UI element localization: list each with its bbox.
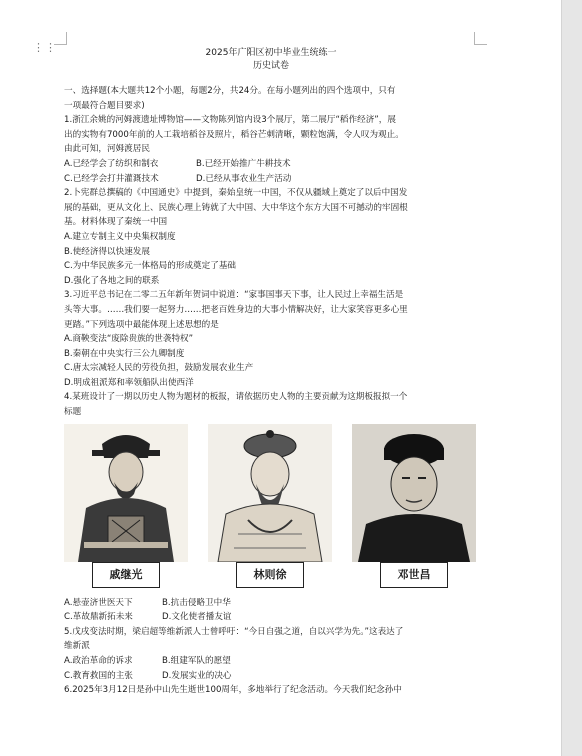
section-heading: 一、选择题(本大题共12个小题，每题2分，共24分。在每小题列出的四个选项中，只有: [64, 86, 396, 96]
q2-stem-2: 展的基础，更从文化上、民族心理上铸就了大中国、大中华这个东方大国不可撼动的牢固根: [64, 202, 408, 213]
q3-option-d: D.明成祖派郑和率领船队出使西洋: [64, 377, 194, 388]
q3-stem-2: 头等大事。……我们要一起努力……把老百姓身边的大事小情解决好，让大家笑容更多心里: [64, 304, 408, 315]
q1-option-a: A.已经学会了纺织和制衣: [64, 158, 159, 169]
q1-stem-2: 出的实物有7000年前的人工栽培稻谷及照片，稻谷芒刺清晰，颗粒饱满，令人叹为观止。: [64, 129, 404, 140]
lin-zexu-portrait-image: [208, 424, 332, 562]
q5-option-d: D.发展实业的决心: [162, 670, 232, 681]
q3-option-c: C.唐太宗减轻人民的劳役负担，鼓励发展农业生产: [64, 363, 254, 374]
q5-option-b: B.组建军队的愿望: [162, 656, 231, 667]
q5-stem-1: 5.戊戌变法时期，梁启超等维新派人士曾呼吁：“今日自强之道，自以兴学为先。”这表达了: [64, 626, 404, 637]
vertical-scrollbar[interactable]: [561, 0, 582, 756]
q3-stem-1: 3.习近平总书记在二零二五年新年贺词中说道：“家事国事天下事，让人民过上幸福生活是: [64, 290, 404, 301]
q3-option-b: B.秦朝在中央实行三公九卿制度: [64, 348, 185, 359]
qi-jiguang-portrait-image: [64, 424, 188, 562]
q1-options-row-2: [64, 172, 478, 187]
q1-options-row-1: [64, 157, 478, 172]
q2-option-a: A.建立专制主义中央集权制度: [64, 231, 176, 242]
figure-deng-shichang: [352, 424, 476, 592]
page-title: 2025年广阳区初中毕业生统练一: [205, 48, 337, 58]
q6-stem-1: 6.2025年3月12日是孙中山先生逝世100周年，多地举行了纪念活动。今天我们纪念孙中: [64, 685, 402, 696]
q1-stem-3: 由此可知，河姆渡居民: [64, 144, 150, 155]
q5-options-row-2: [64, 669, 478, 684]
q2-stem-1: 2.卜宪群总撰稿的《中国通史》中提到，秦始皇统一中国，不仅从疆域上奠定了以后中国发: [64, 188, 408, 199]
q4-option-c: C.革故鼎新拓未来: [64, 612, 133, 623]
crop-mark-top-left: [54, 32, 67, 45]
drag-handle-icon[interactable]: ⋮⋮: [33, 41, 57, 54]
page-subtitle: 历史试卷: [252, 61, 289, 71]
figure-name-label: 戚继光: [92, 562, 160, 588]
q4-option-b: B.抗击侵略卫中华: [162, 597, 231, 608]
q1-option-c: C.已经学会打井灌溉技术: [64, 173, 159, 184]
q1-stem-1: 1.浙江余姚的河姆渡遗址博物馆——文物陈列馆内设3个展厅，第二展厅“稻作经济”，展: [64, 115, 396, 126]
q4-stem-2: 标题: [64, 407, 82, 418]
q5-option-a: A.政治革命的诉求: [64, 656, 133, 667]
deng-shichang-portrait-image: [352, 424, 476, 562]
figure-lin-zexu: [208, 424, 332, 592]
q4-option-a: A.悬壶济世医天下: [64, 597, 133, 608]
q4-stem-1: 4.某班设计了一期以历史人物为题材的板报，请依据历史人物的主要贡献为这期板报拟一个: [64, 392, 408, 403]
q4-options-row-1: [64, 596, 478, 611]
crop-mark-top-right: [474, 32, 487, 45]
section-heading-cont: 一项最符合题目要求): [64, 100, 145, 111]
q2-option-d: D.强化了各地之间的联系: [64, 275, 160, 286]
q1-option-d: D.已经从事农业生产活动: [196, 173, 292, 184]
q4-options-row-2: [64, 610, 478, 625]
portrait-figures: [64, 424, 476, 592]
q5-options-row-1: [64, 654, 478, 669]
q2-stem-3: 基。材料体现了秦统一中国: [64, 217, 168, 228]
q3-stem-3: 更踏。”下列选项中最能体现上述思想的是: [64, 319, 219, 330]
q3-option-a: A.商鞅变法“废除贵族的世袭特权”: [64, 334, 194, 345]
figure-qi-jiguang: [64, 424, 188, 592]
q2-option-c: C.为中华民族多元一体格局的形成奠定了基础: [64, 261, 237, 272]
q5-stem-2: 维新派: [64, 641, 90, 652]
figure-name-label: 邓世昌: [380, 562, 448, 588]
q4-option-d: D.文化使者播友谊: [162, 612, 232, 623]
figure-name-label: 林则徐: [236, 562, 304, 588]
document-content: [64, 47, 478, 698]
q1-option-b: B.已经开始推广牛耕技术: [196, 158, 291, 169]
q2-option-b: B.使经济得以快速发展: [64, 246, 150, 257]
q5-option-c: C.教育救国的主张: [64, 670, 133, 681]
